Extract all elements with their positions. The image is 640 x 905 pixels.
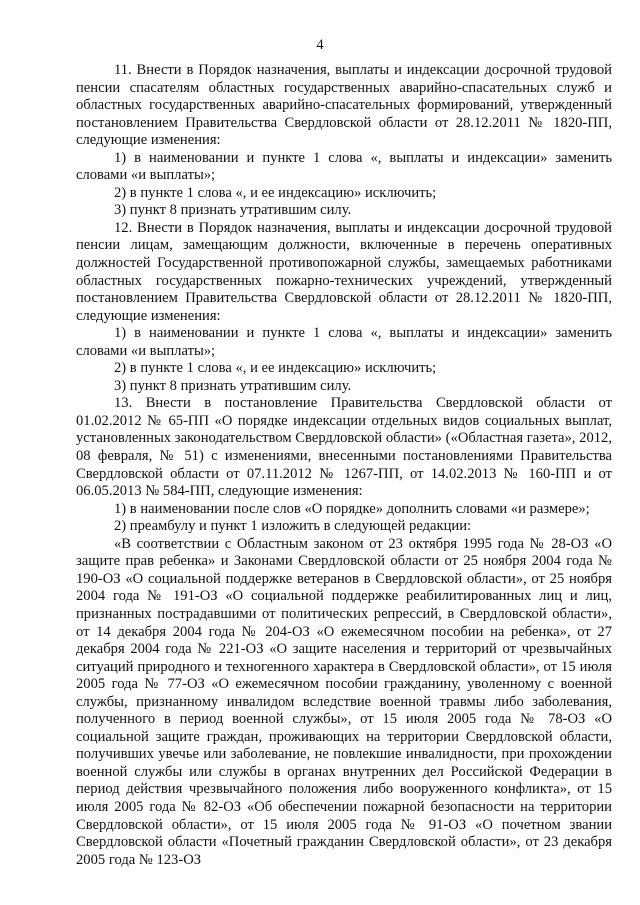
paragraph-13-item-2: 2) преамбулу и пункт 1 изложить в следующей редакции: (114, 518, 472, 535)
document-body (76, 62, 612, 869)
paragraph-11-item-2: 2) в пункте 1 слова «, и ее индексацию» исключить; (114, 184, 437, 201)
paragraph-13: 13. Внести в постановление Правительства Свердловской области от 01.02.2012 № 65-ПП «О порядке индексации отдельных видов социальных выплат, установленных законодательством Свердловской области» («Областная газета», 2012, 08 февраля, № 51) с изменениями, внесенными постановлениями Правительства Свердловской области от 07.11.2012 № 1267-ПП, от 14.02.2013 № 160-ПП и от 06.05.2013 № 584-ПП, следующие изменения: (76, 395, 612, 500)
page-number: 4 (316, 37, 324, 53)
paragraph-12-item-1: 1) в наименовании и пункте 1 слова «, выплаты и индексации» заменить словами «и выплаты»; (76, 325, 612, 359)
paragraph-12-item-2: 2) в пункте 1 слова «, и ее индексацию» исключить; (114, 360, 437, 377)
paragraph-12-item-3: 3) пункт 8 признать утратившим силу. (114, 377, 352, 394)
paragraph-11-item-3: 3) пункт 8 признать утратившим силу. (114, 202, 352, 219)
paragraph-11: 11. Внести в Порядок назначения, выплаты и индексации досрочной трудовой пенсии спасателям областных государственных аварийно-спасательных служб и областных государственных аварийно-спасательных формирований, утвержденный постановлением Правительства Свердловской области от 28.12.2011 № 1820-ПП, следующие изменения: (76, 62, 612, 149)
paragraph-13-quote: «В соответствии с Областным законом от 23 октября 1995 года № 28-ОЗ «О защите прав ребенка» и Законами Свердловской области от 25 ноября 2004 года № 190-ОЗ «О социальной поддержке ветеранов в Свердловской области», от 25 ноября 2004 года № 191-ОЗ «О социальной поддержке реабилитированных лиц и лиц, признанных пострадавшими от политических репрессий, в Свердловской области», от 14 декабря 2004 года № 204-ОЗ «О ежемесячном пособии на ребенка», от 27 декабря 2004 года № 221-ОЗ «О защите населения и территорий от чрезвычайных ситуаций природного и техногенного характера в Свердловской области», от 15 июля 2005 года № 77-ОЗ «О ежемесячном пособии гражданину, уволенному с военной службы, признанному инвалидом вследствие военной травмы либо заболевания, полученного в период военной службы», от 15 июля 2005 года № 78-ОЗ «О социальной защите граждан, проживающих на территории Свердловской области, получивших увечье или заболевание, не повлекшие инвалидности, при прохождении военной службы или службы в органах внутренних дел Российской Федерации в период действия чрезвычайного положения либо вооруженного конфликта», от 15 июля 2005 года № 82-ОЗ «Об обеспечении пожарной безопасности на территории Свердловской области», от 15 июля 2005 года № 91-ОЗ «О почетном звании Свердловской области «Почетный гражданин Свердловской области», от 23 декабря 2005 года № 123-ОЗ (76, 535, 612, 868)
paragraph-11-item-1: 1) в наименовании и пункте 1 слова «, выплаты и индексации» заменить словами «и выплаты»; (76, 149, 612, 184)
paragraph-12: 12. Внести в Порядок назначения, выплаты и индексации досрочной трудовой пенсии лицам, замещающим должности, включенные в перечень оперативных должностей Государственной противопожарной службы, замещаемых работниками областных государственных пожарно-технических учреждений, утвержденный постановлением Правительства Свердловской области от 28.12.2011 № 1820-ПП, следующие изменения: (76, 219, 612, 324)
paragraph-13-item-1: 1) в наименовании после слов «О порядке» дополнить словами «и размере»; (114, 500, 590, 517)
